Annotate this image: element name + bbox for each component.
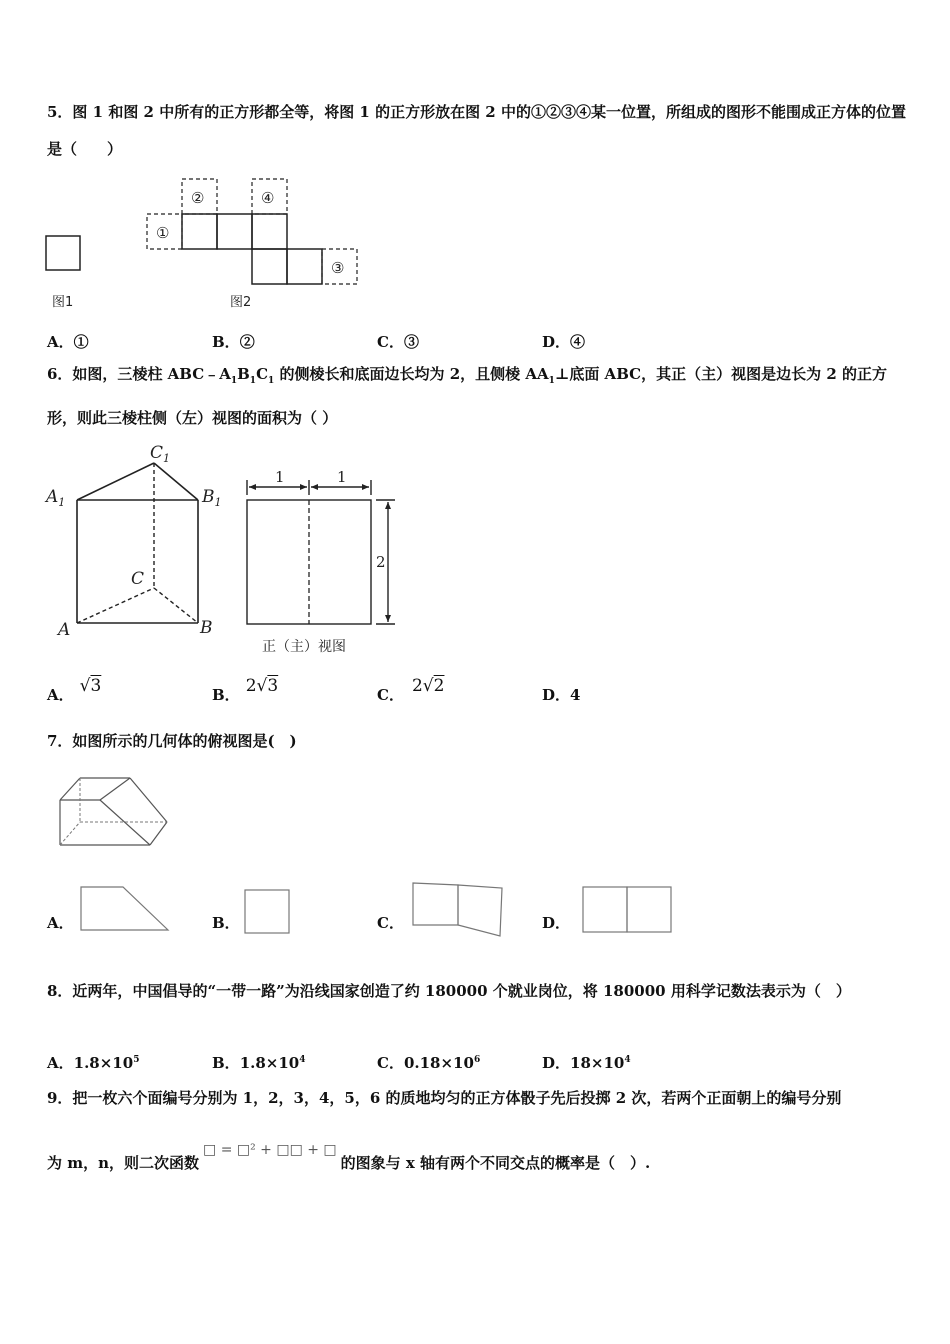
q7-stem: 7．如图所示的几何体的俯视图是( ) bbox=[47, 732, 297, 750]
label-c: C bbox=[131, 569, 145, 589]
q8-option-a[interactable]: A．$1.8\times 10^5$ bbox=[47, 1054, 140, 1072]
q8-option-c[interactable]: C．$0.18\times 10^6$ bbox=[377, 1054, 481, 1072]
q9-formula: □ = □² + □□ + □ bbox=[203, 1142, 337, 1158]
q5-option-c[interactable]: C．③ bbox=[377, 333, 419, 351]
q8-option-b[interactable]: B．$1.8\times 10^4$ bbox=[212, 1054, 306, 1072]
label-b: B bbox=[200, 618, 213, 638]
q8-stem: 8．近两年，中国倡导的“一带一路”为沿线国家创造了约 180000 个就业岗位，将 180000 用科学记数法表示为（ ） bbox=[47, 982, 851, 1000]
front-view-caption: 正（主）视图 bbox=[262, 639, 346, 655]
mark-4: ④ bbox=[261, 189, 275, 207]
q7-option-a-figure bbox=[78, 884, 174, 934]
q7-option-c[interactable]: C． bbox=[377, 914, 404, 932]
dim-top-left: 1 bbox=[275, 468, 285, 486]
q5-option-d[interactable]: D．④ bbox=[542, 333, 586, 351]
q6-front-view-figure bbox=[240, 465, 410, 660]
q7-option-b-figure bbox=[243, 888, 293, 936]
svg-text:A1: $A_1$ bbox=[46, 487, 66, 509]
mark-2: ② bbox=[191, 189, 205, 207]
q8-option-d[interactable]: D．$18\times 10^4$ bbox=[542, 1054, 631, 1072]
label-a: A bbox=[58, 620, 71, 640]
q6-option-c[interactable]: C． 2√2 bbox=[377, 676, 445, 704]
q6-stem: 6．如图，三棱柱 $ABC﹣A_1B_1C_1$ 的侧棱长和底面边长均为 2，且侧棱 $AA_1\perp$底面 ABC，其正（主）视图是边长为 2 的正方形，则此三棱柱侧（左）视图的面积为（ ） bbox=[47, 365, 887, 427]
label-a1: A bbox=[46, 487, 59, 507]
q7-option-b[interactable]: B． bbox=[212, 914, 240, 932]
fig2-label: 图2 bbox=[230, 295, 252, 310]
q7-option-d[interactable]: D． bbox=[542, 914, 571, 932]
mark-1: ① bbox=[156, 224, 170, 242]
q6-prism-figure bbox=[40, 440, 240, 645]
q5-figure bbox=[40, 172, 370, 317]
q6-option-b[interactable]: B． 2√3 bbox=[212, 676, 279, 704]
q7-option-a[interactable]: A． bbox=[47, 914, 74, 932]
q7-solid-figure bbox=[55, 770, 175, 855]
q7-option-c-figure bbox=[410, 880, 505, 940]
q5-option-b[interactable]: B．② bbox=[212, 333, 255, 351]
q5-option-a[interactable]: A．① bbox=[47, 333, 89, 351]
label-b1: B bbox=[202, 487, 215, 507]
dim-side: 2 bbox=[376, 553, 386, 571]
q6-option-a[interactable]: A． √3 bbox=[47, 676, 102, 704]
label-c1: C bbox=[150, 443, 164, 463]
q9-stem-line1: 9．把一枚六个面编号分别为 1，2，3，4，5，6 的质地均匀的正方体骰子先后投掷 2 次，若两个正面朝上的编号分别 bbox=[47, 1089, 842, 1107]
dim-top-right: 1 bbox=[337, 468, 347, 486]
svg-text:B1: $B_1$ bbox=[202, 487, 222, 509]
mark-3: ③ bbox=[331, 259, 345, 277]
fig1-label: 图1 bbox=[52, 295, 74, 310]
svg-text:C1: $C_1$ bbox=[150, 443, 171, 465]
q7-option-d-figure bbox=[580, 884, 675, 936]
q6-option-d[interactable]: D．4 bbox=[542, 686, 581, 704]
q9-stem-line2: 为 m，n，则二次函数□ = □² + □□ + □的图象与 x 轴有两个不同交点的概率是（ ）. bbox=[47, 1142, 651, 1172]
q5-stem: 5．图 1 和图 2 中所有的正方形都全等，将图 1 的正方形放在图 2 中的①②③④某一位置，所组成的图形不能围成正方体的位置是（ ） bbox=[47, 103, 906, 158]
fig1-square bbox=[46, 236, 80, 270]
